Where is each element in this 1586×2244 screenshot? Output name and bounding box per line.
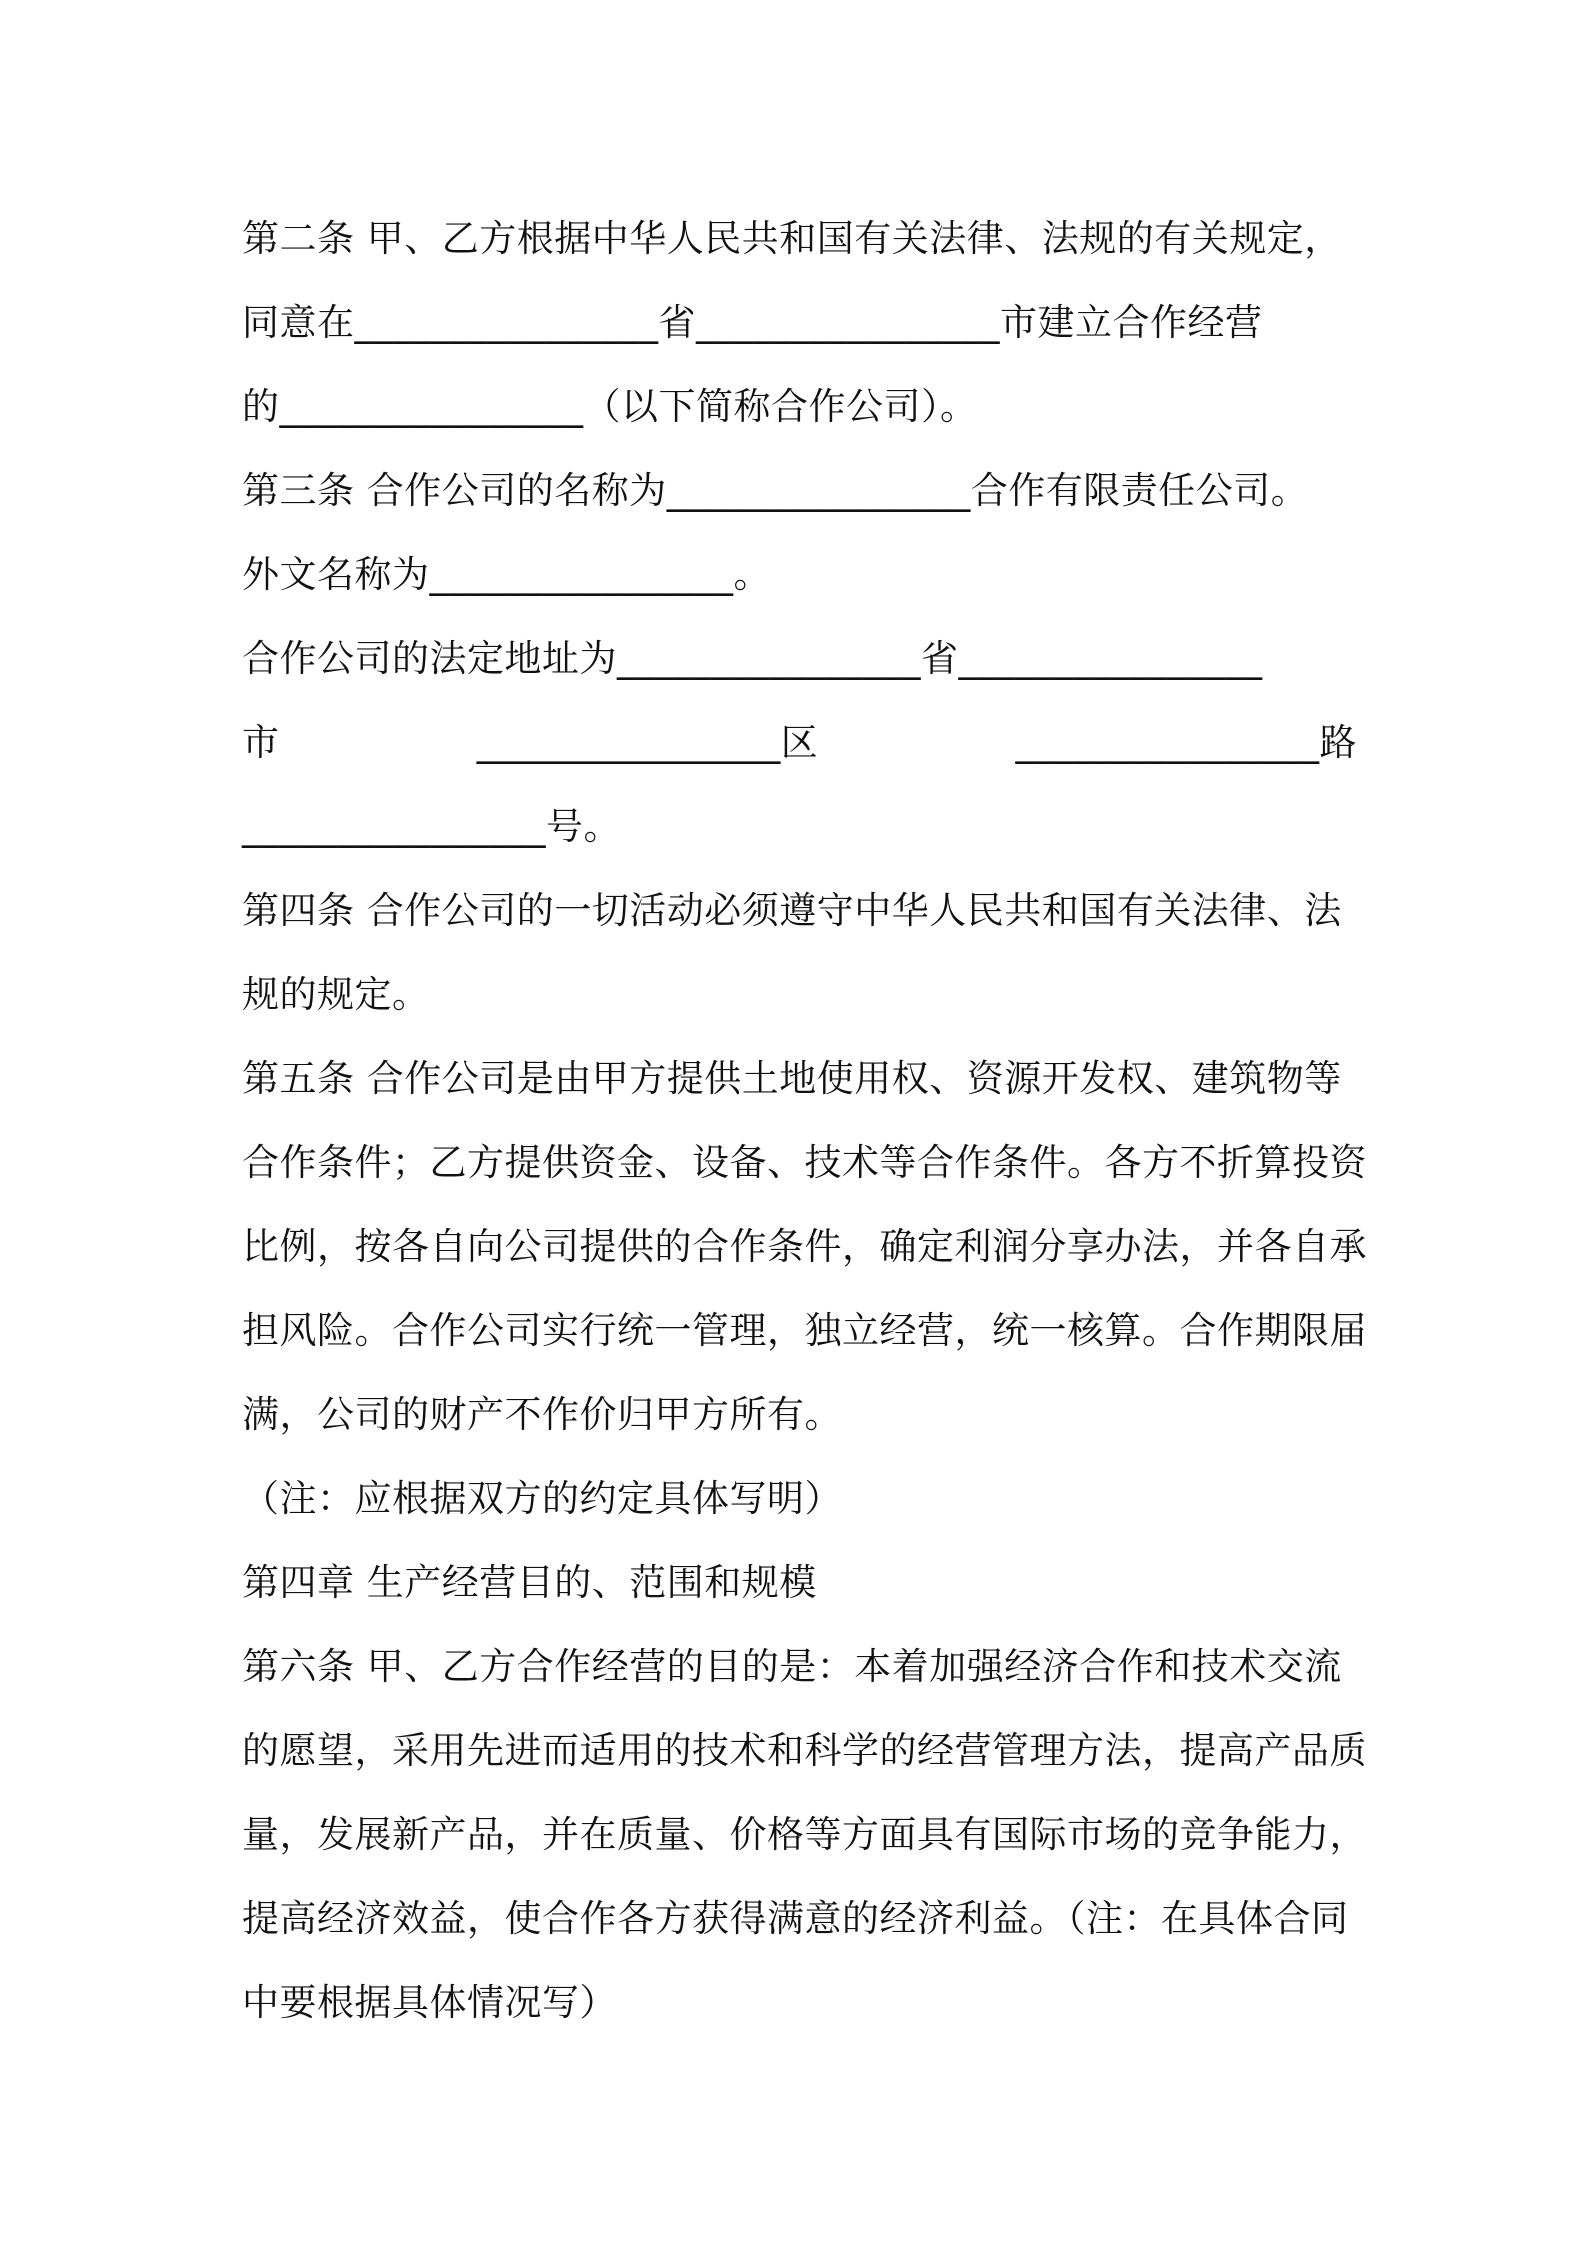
text-line: 中要根据具体情况写） [242, 1981, 617, 2024]
text-line: ________________号。 [242, 805, 621, 848]
text-line: 满，公司的财产不作价归甲方所有。 [242, 1393, 842, 1436]
contract-text [242, 197, 1367, 2045]
text-line: 外文名称为________________。 [242, 553, 771, 596]
text-line: 量，发展新产品，并在质量、价格等方面具有国际市场的竞争能力， [242, 1813, 1367, 1856]
text-line: 的愿望，采用先进而适用的技术和科学的经营管理方法，提高产品质 [242, 1729, 1367, 1772]
text-line: 第三条 合作公司的名称为________________合作有限责任公司。 [242, 469, 1309, 512]
text-line: 第五条 合作公司是由甲方提供土地使用权、资源开发权、建筑物等 [242, 1057, 1342, 1100]
chapter-heading: 第四章 生产经营目的、范围和规模 [242, 1561, 817, 1604]
text-line: （注：应根据双方的约定具体写明） [242, 1477, 842, 1520]
text-line: 合作公司的法定地址为________________省________________ [242, 637, 1263, 680]
text-line: 同意在________________省________________市建立合作经营 [242, 301, 1263, 344]
text-line: 提高经济效益，使合作各方获得满意的经济利益。（注：在具体合同 [242, 1897, 1349, 1940]
text-line: 担风险。合作公司实行统一管理，独立经营，统一核算。合作期限届 [242, 1309, 1367, 1352]
text-line: 规的规定。 [242, 973, 430, 1016]
city-label: 市 [242, 721, 280, 764]
road-blank: ________________路 [1015, 721, 1357, 764]
text-line: 第四条 合作公司的一切活动必须遵守中华人民共和国有关法律、法 [242, 889, 1342, 932]
text-line: 第二条 甲、乙方根据中华人民共和国有关法律、法规的有关规定， [242, 217, 1342, 260]
district-blank: ________________区 [476, 721, 819, 764]
text-line: 第六条 甲、乙方合作经营的目的是：本着加强经济合作和技术交流 [242, 1645, 1342, 1688]
text-line: 合作条件；乙方提供资金、设备、技术等合作条件。各方不折算投资 [242, 1141, 1367, 1184]
text-line: 的________________（以下简称合作公司）。 [242, 385, 978, 428]
address-line [242, 701, 1357, 785]
text-line: 比例，按各自向公司提供的合作条件，确定利润分享办法，并各自承 [242, 1225, 1367, 1268]
